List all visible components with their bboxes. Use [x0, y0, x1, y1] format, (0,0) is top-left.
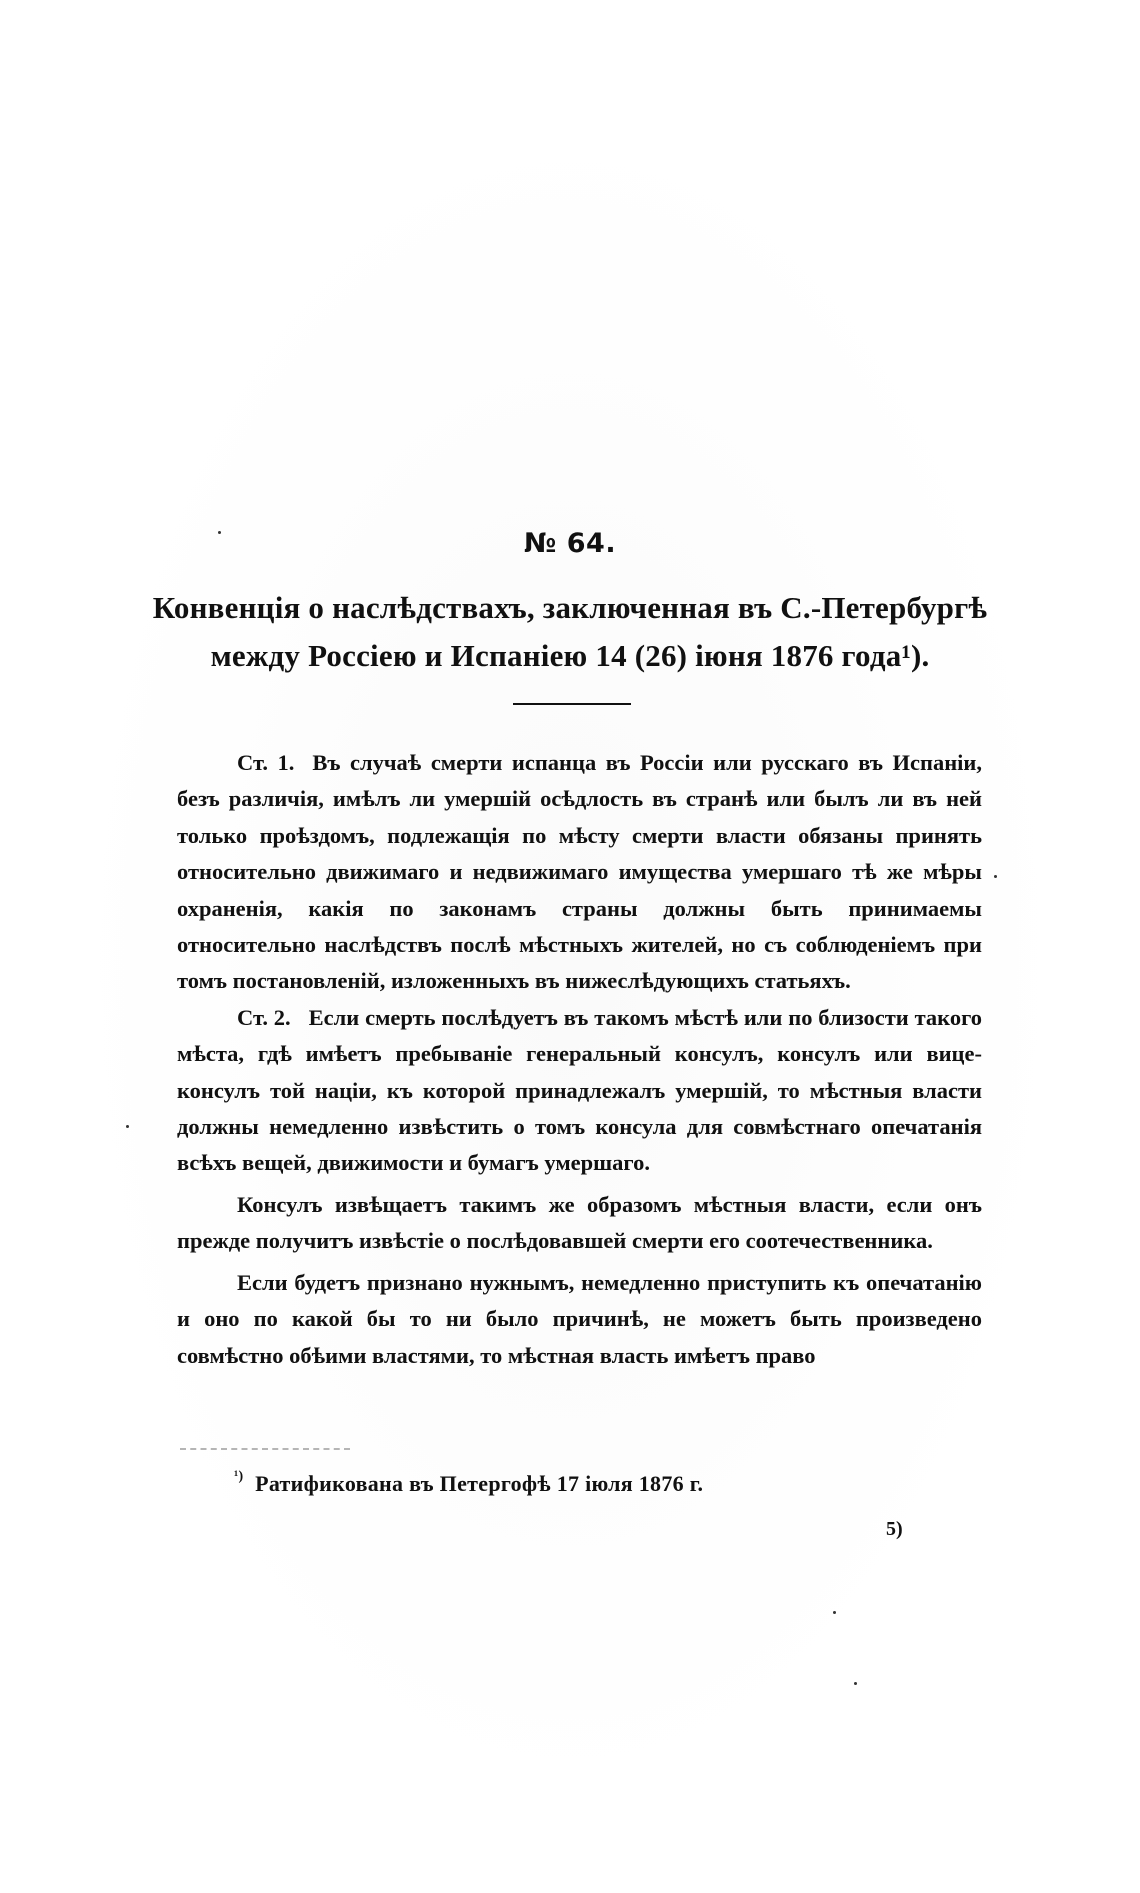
article-1-text: Въ случаѣ смерти испанца въ Россіи или русскаго въ Испаніи, безъ различія, имѣлъ ли умершій осѣдлость въ странѣ или былъ ли въ ней только проѣздомъ, подлежащія по мѣсту смерти власти обязаны принять относительно движимаго и недвижимаго имущества умершаго тѣ же мѣры охраненія, какія по законамъ страны должны быть принимаемы относительно наслѣдствъ послѣ мѣстныхъ жителей, но съ соблюденіемъ при томъ постановленій, изложенныхъ въ нижеслѣдующихъ статьяхъ.	[177, 750, 982, 994]
footnote-text: Ратификована въ Петергофѣ 17 іюля 1876 г.	[255, 1471, 704, 1496]
paper-speck	[994, 875, 997, 878]
title-divider	[513, 703, 631, 705]
paragraph-sealing: Если будетъ признано нужнымъ, немедленно приступить къ опечатанію и оно по какой бы то ни было причинѣ, не можетъ быть произведено совмѣстно обѣими властями, то мѣстная власть имѣетъ право	[177, 1269, 982, 1368]
title-line-2-text: между Россіею и Испаніею 14 (26) іюня 1876 года	[210, 638, 902, 673]
title-line-1: Конвенція о наслѣдствахъ, заключенная въ С.-Петербургѣ	[152, 590, 988, 625]
document-number: № 64.	[523, 528, 617, 559]
article-2-label: Ст. 2.	[237, 1004, 291, 1030]
article-2-text: Если смерть послѣдуетъ въ такомъ мѣстѣ или по близости такого мѣста, гдѣ имѣетъ пребываніе генеральный консулъ, консулъ или вице-консулъ той націи, къ которой принадлежалъ умершій, то мѣстныя власти должны немедленно извѣстить о томъ консула для совмѣстнаго опечатанія всѣхъ вещей, движимости и бумагъ умершаго.	[177, 1004, 982, 1176]
signature-mark: 5)	[886, 1518, 903, 1540]
article-2	[177, 1000, 982, 1182]
footnote-marker: ¹)	[234, 1469, 244, 1484]
paper-speck	[126, 1125, 129, 1128]
title-footnote-marker: ¹).	[901, 638, 930, 673]
title-line-2	[150, 632, 990, 680]
footnote-separator	[180, 1448, 350, 1450]
article-1-label: Ст. 1.	[237, 750, 295, 775]
paper-speck	[218, 531, 221, 534]
paragraph-consul: Консулъ извѣщаетъ такимъ же образомъ мѣстныя власти, если онъ прежде получитъ извѣстіе о послѣдовавшей смерти его соотечественника.	[177, 1191, 982, 1254]
footnote	[234, 1471, 703, 1497]
article-1	[177, 745, 982, 1000]
document-title	[150, 584, 990, 680]
paper-speck	[833, 1611, 836, 1614]
body-text	[177, 745, 982, 1374]
paper-speck	[854, 1682, 857, 1685]
